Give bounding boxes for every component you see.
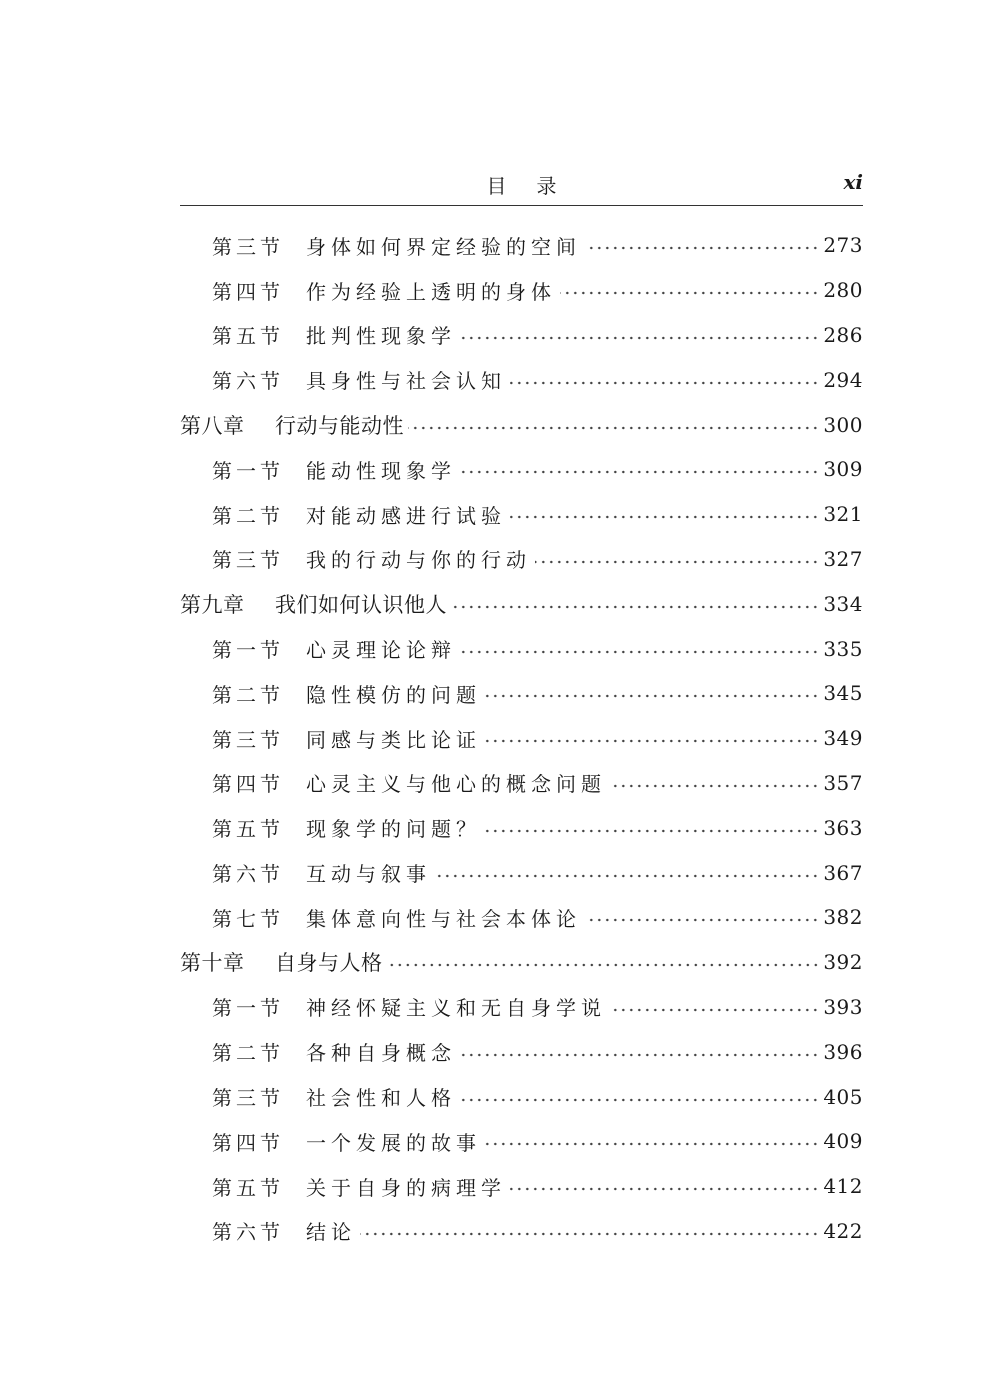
toc-entry-page-number: 334 (823, 591, 863, 616)
toc-entry-label: 第六节 (212, 1220, 284, 1245)
toc-entry-page-number: 409 (823, 1129, 863, 1154)
toc-entry-label: 第五节 (212, 324, 284, 349)
toc-entry-label: 第三节 (212, 548, 284, 573)
toc-entry-label: 第一节 (212, 638, 284, 663)
toc-entry-label: 第三节 (212, 727, 284, 752)
toc-entry-title: 神经怀疑主义和无自身学说 (306, 996, 606, 1021)
dot-leader (510, 514, 819, 520)
dot-leader (360, 1231, 819, 1237)
toc-entry-page-number: 422 (823, 1218, 863, 1243)
toc-section-entry[interactable] (180, 268, 863, 313)
dot-leader (610, 1007, 819, 1013)
toc-chapter-entry[interactable] (180, 581, 863, 626)
toc-entry-title: 行动与能动性 (275, 413, 404, 438)
toc-entry-label: 第六节 (212, 862, 284, 887)
toc-entry-label: 第二节 (212, 1041, 284, 1066)
toc-entry-title: 我的行动与你的行动 (306, 548, 531, 573)
toc-entry-title: 我们如何认识他人 (275, 592, 447, 617)
toc-entry-page-number: 363 (823, 815, 863, 840)
dot-leader (485, 738, 819, 744)
dot-leader (460, 1052, 819, 1058)
toc-entry-label: 第三节 (212, 1086, 284, 1111)
toc-entry-page-number: 367 (823, 860, 863, 885)
toc-chapter-entry[interactable] (180, 940, 863, 985)
toc-entry-page-number: 309 (823, 457, 863, 482)
toc-section-entry[interactable] (180, 447, 863, 492)
toc-section-entry[interactable] (180, 357, 863, 402)
toc-entry-title: 关于自身的病理学 (306, 1175, 506, 1200)
toc-entry-page-number: 393 (823, 994, 863, 1019)
toc-entry-page-number: 357 (823, 770, 863, 795)
toc-entry-page-number: 382 (823, 905, 863, 930)
toc-entry-label: 第九章 (180, 592, 245, 617)
dot-leader (610, 783, 819, 789)
toc-section-entry[interactable] (180, 492, 863, 537)
toc-section-entry[interactable] (180, 223, 863, 268)
toc-section-entry[interactable] (180, 313, 863, 358)
toc-entry-page-number: 345 (823, 681, 863, 706)
toc-section-entry[interactable] (180, 1209, 863, 1254)
toc-entry-title: 自身与人格 (275, 951, 383, 976)
toc-entry-label: 第十章 (180, 951, 245, 976)
toc-entry-label: 第二节 (212, 503, 284, 528)
toc-entry-page-number: 294 (823, 367, 863, 392)
toc-entry-title: 身体如何界定经验的空间 (306, 234, 581, 259)
toc-entry-label: 第八章 (180, 413, 245, 438)
dot-leader (460, 469, 819, 475)
toc-entry-page-number: 335 (823, 636, 863, 661)
toc-entry-title: 各种自身概念 (306, 1041, 456, 1066)
toc-entry-label: 第一节 (212, 996, 284, 1021)
toc-section-entry[interactable] (180, 1164, 863, 1209)
toc-entry-title: 能动性现象学 (306, 458, 456, 483)
toc-entry-page-number: 327 (823, 546, 863, 571)
dot-leader (485, 828, 819, 834)
toc-entry-title: 作为经验上透明的身体 (306, 279, 556, 304)
dot-leader (460, 649, 819, 655)
dot-leader (535, 559, 819, 565)
toc-entry-label: 第五节 (212, 1175, 284, 1200)
dot-leader (510, 380, 819, 386)
toc-entry-label: 第五节 (212, 817, 284, 842)
toc-section-entry[interactable] (180, 626, 863, 671)
dot-leader (485, 693, 819, 699)
toc-entry-page-number: 321 (823, 502, 863, 527)
toc-entry-title: 隐性模仿的问题 (306, 682, 481, 707)
toc-entry-title: 同感与类比论证 (306, 727, 481, 752)
toc-entry-label: 第四节 (212, 279, 284, 304)
toc-entry-label: 第二节 (212, 682, 284, 707)
toc-entry-label: 第四节 (212, 1130, 284, 1155)
dot-leader (560, 290, 819, 296)
toc-section-entry[interactable] (180, 537, 863, 582)
dot-leader (585, 245, 819, 251)
toc-entry-page-number: 392 (823, 950, 863, 975)
toc-entry-page-number: 286 (823, 322, 863, 347)
table-of-contents (180, 223, 863, 1253)
toc-entry-title: 现象学的问题？ (306, 817, 481, 842)
toc-section-entry[interactable] (180, 985, 863, 1030)
toc-section-entry[interactable] (180, 805, 863, 850)
dot-leader (408, 425, 819, 431)
toc-entry-title: 具身性与社会认知 (306, 369, 506, 394)
toc-section-entry[interactable] (180, 895, 863, 940)
toc-entry-page-number: 396 (823, 1039, 863, 1064)
toc-entry-title: 集体意向性与社会本体论 (306, 906, 581, 931)
dot-leader (435, 873, 819, 879)
toc-section-entry[interactable] (180, 850, 863, 895)
dot-leader (460, 335, 819, 341)
toc-section-entry[interactable] (180, 1074, 863, 1119)
header-rule (180, 205, 863, 206)
dot-leader (485, 1141, 819, 1147)
toc-entry-label: 第四节 (212, 772, 284, 797)
toc-entry-title: 批判性现象学 (306, 324, 456, 349)
toc-section-entry[interactable] (180, 761, 863, 806)
header-title: 目录 (486, 174, 587, 198)
toc-entry-page-number: 273 (823, 233, 863, 258)
toc-entry-title: 对能动感进行试验 (306, 503, 506, 528)
toc-section-entry[interactable] (180, 716, 863, 761)
dot-leader (460, 1097, 819, 1103)
toc-entry-title: 互动与叙事 (306, 862, 431, 887)
toc-entry-title: 心灵主义与他心的概念问题 (306, 772, 606, 797)
toc-entry-title: 一个发展的故事 (306, 1130, 481, 1155)
toc-entry-page-number: 300 (823, 412, 863, 437)
toc-entry-page-number: 349 (823, 726, 863, 751)
toc-entry-page-number: 280 (823, 278, 863, 303)
running-header (180, 166, 863, 202)
toc-entry-label: 第六节 (212, 369, 284, 394)
dot-leader (510, 1186, 819, 1192)
toc-section-entry[interactable] (180, 1119, 863, 1164)
toc-entry-label: 第一节 (212, 458, 284, 483)
toc-entry-title: 心灵理论论辩 (306, 638, 456, 663)
toc-entry-label: 第七节 (212, 906, 284, 931)
toc-entry-page-number: 412 (823, 1174, 863, 1199)
dot-leader (451, 604, 819, 610)
dot-leader (387, 962, 820, 968)
header-page-number: xi (843, 170, 863, 194)
toc-entry-label: 第三节 (212, 234, 284, 259)
toc-entry-title: 结论 (306, 1220, 356, 1245)
toc-entry-page-number: 405 (823, 1084, 863, 1109)
toc-section-entry[interactable] (180, 671, 863, 716)
dot-leader (585, 917, 819, 923)
toc-section-entry[interactable] (180, 1029, 863, 1074)
toc-entry-title: 社会性和人格 (306, 1086, 456, 1111)
toc-chapter-entry[interactable] (180, 402, 863, 447)
